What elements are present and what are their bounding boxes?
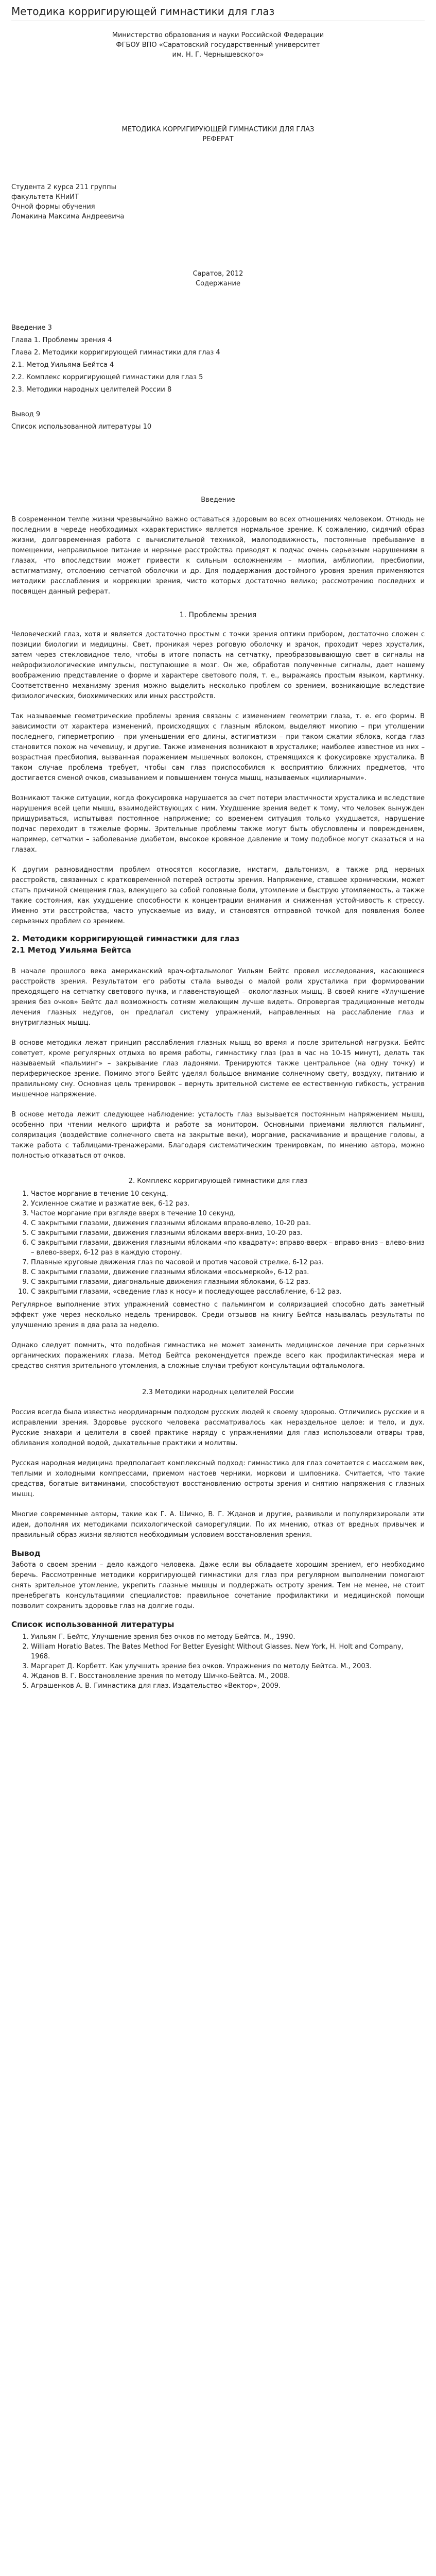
s23-paragraph: Россия всегда была известна неординарным подходом русских людей к своему здоровью. Отличились русские и в исправлении зрения. Здоровье русского человека рассматривалось как нераздельное целое: и тело, и дух. Русские знахари и целители в своей практике наряду с упражнениями для глаз использовали отвары трав, обливания холодной водой, дыхательные практики и молитвы. xyxy=(11,1409,425,1447)
references xyxy=(11,1620,425,1691)
list-item: 5. С закрытыми глазами, движения глазными яблоками вверх-вниз, 10-20 раз. xyxy=(31,1228,425,1238)
references-list xyxy=(11,1632,425,1691)
ch1-paragraph: Так называемые геометрические проблемы зрения связаны с изменением геометрии глаза, т. е. его формы. В зависимости от характера изменений, происходящих с глазным яблоком, выделяют миопию – при утолщении последнего, гиперметропию – при уменьшении его длины, астигматизм – при таком сжатии яблока, когда глаз становится похож на чечевицу, и другие. Также изменения возникают в хрусталике; наиболее известное из них – возрастная пресбиопия, вызванная поражением мышечных волокон, стремящихся к фокусировке хрусталика. В таком случае проблема требует, чтобы сам глаз приспособился к восприятию ближних предметов, что достигается сменой очков, смазыванием и повышением тонуса мышц, называемых «цилиарными». xyxy=(11,713,425,782)
toc-item: 2.1. Метод Уильяма Бейтса 4 xyxy=(11,361,114,369)
chapter-1 xyxy=(11,611,425,927)
ch1-paragraph: К другим разновидностям проблем относятся косоглазие, нистагм, дальтонизм, а также ряд нервных расстройств, связанных с кратковременной потерей остроты зрения. Напряжение, ставшее хроническим, может стать причиной смещения глаз, влекущего за собой головные боли, утомление и быструю утомляемость, а также такие состояния, как ухудшение способности к концентрации внимания и сниженная устойчивость к стрессу. Именно эти расстройства, часто упускаемые из виду, и становятся отправной точкой для появления более серьезных проблем со зрением. xyxy=(11,866,425,925)
cover-work-title: МЕТОДИКА КОРРИГИРУЮЩЕЙ ГИМНАСТИКИ ДЛЯ ГЛАЗ xyxy=(121,126,315,133)
s21-paragraph: В основе методики лежат принцип расслабления глазных мышц во время и после зрительной нагрузки. Бейтс советует, кроме регулярных отдыха во время работы, гимнастику глаз (раз в час на 10-15 минут), делать так называемый «пальминг» – закрывание глаз ладонями. Тренируются также центральное (на одну точку) и периферическое зрение. Помимо этого Бейтс уделял большое внимание солнечному свету, воздуху, питанию и правильному сну. Основная цель тренировок – вернуть зрительной системе ее естественную гибкость, устранив мышечное напряжение. xyxy=(11,1039,425,1098)
list-item: 4. С закрытыми глазами, движения глазными яблоками вправо-влево, 10-20 раз. xyxy=(31,1218,425,1228)
cover-work-type: РЕФЕРАТ xyxy=(202,135,234,143)
ch2-heading: 2. Методики корригирующей гимнастики для глаз xyxy=(11,934,240,943)
s22-paragraph: Однако следует помнить, что подобная гимнастика не может заменить медицинское лечение при серьезных органических поражениях глаза. Метод Бейтса рекомендуется прежде всего как профилактическая мера и средство снятия зрительного утомления, а сложные случаи требуют консультации офтальмолога. xyxy=(11,1342,425,1370)
conclusion-heading: Вывод xyxy=(11,1549,41,1558)
toc-item: 2.2. Комплекс корригирующей гимнастики для глаз 5 xyxy=(11,374,203,381)
cover-student-line: Студента 2 курса 211 группы xyxy=(11,183,116,191)
list-item: 2. William Horatio Bates. The Bates Method For Better Eyesight Without Glasses. New York, H. Holt and Company, 1968. xyxy=(31,1642,425,1662)
intro-heading: Введение xyxy=(201,496,235,504)
list-item: 1. Частое моргание в течение 10 секунд. xyxy=(31,1189,425,1199)
list-item: 4. Жданов В. Г. Восстановление зрения по методу Шичко-Бейтса. М., 2008. xyxy=(31,1671,425,1681)
chapter-2 xyxy=(11,934,425,1540)
introduction xyxy=(11,495,425,597)
toc-item: Список использованной литературы 10 xyxy=(11,423,152,431)
toc-item: Глава 1. Проблемы зрения 4 xyxy=(11,336,112,344)
toc-item: 2.3. Методики народных целителей России 8 xyxy=(11,386,172,394)
toc-item: Введение 3 xyxy=(11,324,52,332)
list-item: 1. Уильям Г. Бейтс, Улучшение зрения без очков по методу Бейтса. М., 1990. xyxy=(31,1632,425,1642)
exercise-list xyxy=(11,1189,425,1297)
toc-item: Вывод 9 xyxy=(11,411,41,418)
s22-paragraph: Регулярное выполнение этих упражнений совместно с пальмингом и соляризацией способно дать заметный эффект уже через несколько недель тренировок. Среди отзывов на книгу Бейтса называлась результаты по улучшению зрения в два раза за неделю. xyxy=(11,1301,425,1329)
cover-ministry: Министерство образования и науки Российской Федерации xyxy=(112,31,324,39)
cover-student-line: Очной формы обучения xyxy=(11,203,95,211)
toc-item xyxy=(11,396,425,409)
list-item: 5. Аграшенков А. В. Гимнастика для глаз. Издательство «Вектор», 2009. xyxy=(31,1681,425,1691)
table-of-contents xyxy=(11,322,425,433)
list-item: 2. Усиленное сжатие и разжатие век, 6-12 раз. xyxy=(31,1199,425,1209)
page-title: Методика корригирующей гимнастики для глаз xyxy=(11,5,425,21)
s23-heading: 2.3 Методики народных целителей России xyxy=(142,1388,294,1396)
list-item: 7. Плавные круговые движения глаз по часовой и против часовой стрелке, 6-12 раз. xyxy=(31,1258,425,1267)
toc-item: Глава 2. Методики корригирующей гимнастики для глаз 4 xyxy=(11,349,220,357)
s23-paragraph: Русская народная медицина предполагает комплексный подход: гимнастика для глаз сочетается с массажем век, теплыми и холодными компрессами, приемом настоев черники, моркови и шиповника. Считается, что такие средства, богатые витаминами, способствуют восстановлению остроты зрения и снятию напряжения с глазных мышц. xyxy=(11,1460,425,1498)
list-item: 3. Маргарет Д. Корбетт. Как улучшить зрение без очков. Упражнения по методу Бейтса. М., 2003. xyxy=(31,1662,425,1671)
references-heading: Список использованной литературы xyxy=(11,1620,175,1629)
ch1-heading: 1. Проблемы зрения xyxy=(179,611,257,619)
s23-paragraph: Многие современные авторы, такие как Г. А. Шичко, В. Г. Жданов и другие, развивали и популяризировали эти идеи, дополняя их методиками психологической саморегуляции. По их мнению, отказ от вредных привычек и правильный образ жизни являются необходимым условием восстановления зрения. xyxy=(11,1511,425,1539)
s21-heading: 2.1 Метод Уильяма Бейтса xyxy=(11,945,131,955)
cover-student-line: факультета КНиИТ xyxy=(11,193,79,201)
s22-heading: 2. Комплекс корригирующей гимнастики для глаз xyxy=(128,1177,308,1185)
conclusion xyxy=(11,1549,425,1612)
list-item: 3. Частое моргание при взгляде вверх в течение 10 секунд. xyxy=(31,1209,425,1218)
cover-university: ФГБОУ ВПО «Саратовский государственный университет xyxy=(116,41,320,49)
cover-student-line: Ломакина Максима Андреевича xyxy=(11,213,125,221)
list-item: 8. С закрытыми глазами, движение глазными яблоками «восьмеркой», 6-12 раз. xyxy=(31,1267,425,1277)
cover-student xyxy=(11,182,425,222)
ch1-paragraph: Возникают также ситуации, когда фокусировка нарушается за счет потери эластичности хрусталика и вследствие нарушения всей цепи мышц, взаимодействующих с ним. Ухудшение зрения ведет к тому, что человек вынужден прищуриваться, испытывая постоянное напряжение; со временем ситуация только ухудшается, нарушение подчас переходит в тяжелые формы. Зрительные проблемы также могут быть обусловлены и повреждением, например, сетчатки – заболевание диабетом, высокое кровяное давление и тому подобное могут сказаться и на глазах. xyxy=(11,794,425,854)
list-item: 9. С закрытыми глазами, диагональные движения глазными яблоками, 6-12 раз. xyxy=(31,1277,425,1287)
cover-city-year: Саратов, 2012 xyxy=(193,270,243,278)
intro-text: В современном темпе жизни чрезвычайно важно оставаться здоровым во всех отношениях человеком. Отнюдь не последним в череде необходимых «характеристик» является нормальное зрение. К сожалению, сидячий образ жизни, долговременная работа с вычислительной техникой, малоподвижность, постоянные пребывание в помещении, неправильное питание и нервные расстройства приводят к подчас очень серьезным нарушениям в глазах, что впоследствии может привести к сильным осложнениям – миопии, амблиопии, пресбиопии, астигматизму, отслоению сетчатой оболочки и др. Для поддержания достойного уровня зрения применяются методики расслабления и коррекции зрения, чисто которых достаточно велико; рассмотрению последних и посвящен данный реферат. xyxy=(11,516,425,596)
contents-label: Содержание xyxy=(196,280,240,287)
s21-paragraph: В основе метода лежит следующее наблюдение: усталость глаз вызывается постоянным напряжением мышц, особенно при чтении мелкого шрифта и работе за монитором. Основными приемами являются пальминг, соляризация (воздействие солнечного света на закрытые веки), моргание, раскачивание и вращение головы, а также работа с таблицами-тренажерами. Благодаря систематическим тренировкам, по мнению автора, можно полностью отказаться от очков. xyxy=(11,1111,425,1160)
conclusion-text: Забота о своем зрении – дело каждого человека. Даже если вы обладаете хорошим зрением, его необходимо беречь. Рассмотренные методики корригирующей гимнастики для глаз при регулярном выполнении помогают снять зрительное утомление, укрепить глазные мышцы и поддержать остроту зрения. Тем не менее, не стоит пренебрегать консультациями специалистов: правильное сочетание профилактики и медицинской помощи позволит сохранить здоровье глаз на долгие годы. xyxy=(11,1561,425,1610)
ch1-paragraph: Человеческий глаз, хотя и является достаточно простым с точки зрения оптики прибором, достаточно сложен с позиции биологии и медицины. Свет, проникая через роговую оболочку и зрачок, проходит через хрусталик, затем через стекловидное тело, чтобы в итоге попасть на сетчатку, преобразовывающую свет в сигналы на нейрофизиологические импульсы, поступающие в мозг. Он же, обработав полученные сигналы, дает нашему воображению представление о форме и характере светового поля, т. е., выражаясь простым языком, картинку. Соответственно механизму зрения можно выделить несколько проблем со зрением, возникающие вследствие физиологических, биохимических или иных расстройств. xyxy=(11,631,425,700)
s21-paragraph: В начале прошлого века американский врач-офтальмолог Уильям Бейтс провел исследования, касающиеся расстройств зрения. Результатом его работы стала выводы о малой роли хрусталика при формировании преходящего на сетчатку светового пучка, и главенствующей – окологлазных мышц. В своей книге «Улучшение зрения без очков» Бейтс дал возможность сотням желающим лучше видеть. Опровергая традиционные методы лечения глазных недугов, он предлагал систему упражнений, направленных на расслабление глаз и внутриглазных мышц. xyxy=(11,968,425,1027)
list-item: 6. С закрытыми глазами, движения глазными яблоками «по квадрату»: вправо-вверх – вправо-вниз – влево-вниз – влево-вверх, 6-12 раз в каждую сторону. xyxy=(31,1238,425,1258)
cover-named: им. Н. Г. Чернышевского» xyxy=(172,51,264,59)
cover xyxy=(11,30,425,319)
list-item: 10. С закрытыми глазами, «сведение глаз к носу» и последующее расслабление, 6-12 раз. xyxy=(31,1287,425,1297)
